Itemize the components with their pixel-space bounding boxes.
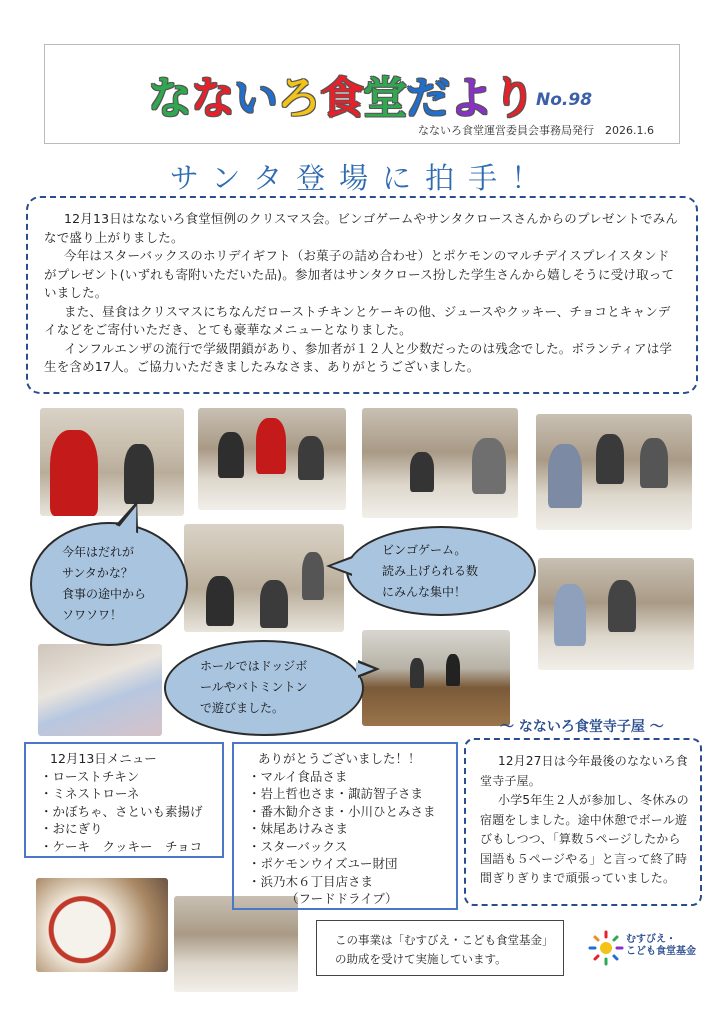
- menu-box: [24, 742, 224, 858]
- bubble-line: ホールではドッジボ: [200, 659, 308, 673]
- donor-item: ・スターバックス: [248, 838, 348, 854]
- menu-item: ・ローストチキン: [40, 768, 140, 784]
- terakoya-paragraph: 12月27日は今年最後のなないろ食堂寺子屋。: [480, 754, 688, 788]
- menu-item: ・おにぎり: [40, 821, 103, 836]
- menu-title: 12月13日メニュー: [50, 751, 157, 766]
- article-paragraph: 12月13日はなないろ食堂恒例のクリスマス会。ビンゴゲームやサンタクロースさんからのプレゼントでみんなで盛り上がりました。: [44, 211, 679, 245]
- child-figure: [206, 576, 234, 626]
- bubble-line: 読み上げられる数: [382, 564, 479, 578]
- child-figure: [218, 432, 244, 478]
- photo-dining-hall: [362, 408, 518, 518]
- donor-item: ・浜乃木６丁目店さま: [248, 873, 374, 889]
- bubble-line: ソワソワ！: [62, 608, 123, 622]
- fund-notice: [316, 920, 564, 976]
- thanks-title: ありがとうございました！！: [258, 751, 421, 766]
- santa-figure: [256, 418, 286, 474]
- bubble-line: にみんな集中！: [382, 585, 467, 599]
- bubble-line: ールやバトミントン: [200, 680, 308, 694]
- person-figure: [472, 438, 506, 494]
- bubble-line: ビンゴゲーム。: [382, 543, 467, 557]
- bubble-line: で遊びました。: [200, 701, 285, 715]
- menu-item: ・ミネストローネ: [40, 786, 140, 801]
- speech-bubble-bingo: [346, 526, 536, 616]
- fund-line: の助成を受けて実施しています。: [335, 952, 507, 966]
- donor-item: ・ポケモンウイズユー財団: [248, 856, 398, 871]
- speech-bubble-santa: [30, 522, 188, 646]
- terakoya-title: ～ なないろ食堂寺子屋 ～: [500, 719, 664, 735]
- photo-santa-presents: [40, 408, 184, 516]
- title-char: よ: [449, 73, 492, 124]
- donor-note: （フードドライブ）: [286, 891, 398, 906]
- title-char: り: [492, 73, 535, 124]
- article-paragraph: また、昼食はクリスマスにちなんだローストチキンとケーキの他、ジュースやクッキー、チョコとキャンデイなどをご寄付いただき、とても豪華なメニューとなりました。: [44, 303, 671, 337]
- bubble-line: 食事の途中から: [62, 587, 147, 601]
- musubie-logo-icon: [588, 928, 624, 968]
- photo-lunch-table: [538, 558, 694, 670]
- logo-line: むすびえ・: [626, 934, 676, 945]
- main-article: [26, 196, 698, 394]
- title-char: な: [148, 73, 191, 124]
- speech-bubble-hall: [164, 640, 364, 736]
- photo-bingo: [184, 524, 344, 632]
- terakoya-paragraph: 小学5年生２人が参加し、冬休みの宿題をしました。途中休憩でボール遊びもしつつ、「算数５ページしたから国語も５ページやる」と言って終了時間ぎりぎりまで頑張っていました。: [480, 793, 689, 885]
- title-char: 食: [320, 73, 363, 124]
- article-paragraph: 今年はスターバックスのホリデイギフト（お菓子の詰め合わせ）とポケモンのマルチデイスプレイスタンドがプレゼント(いずれも寄附いただいた品)。参加者はサンタクロース扮した学生さんから嬉しそうに受け取っていました。: [44, 248, 675, 300]
- issue-number: No.98: [536, 90, 593, 110]
- photo-christmas-meal: [36, 878, 168, 972]
- title-char: な: [191, 73, 234, 124]
- terakoya-article: [464, 738, 702, 906]
- title-char: だ: [406, 73, 449, 124]
- child-figure: [548, 444, 582, 508]
- logo-text: [626, 934, 696, 958]
- donor-item: ・マルイ食品さま: [248, 768, 348, 784]
- child-figure: [260, 580, 288, 628]
- photo-hall-games: [362, 630, 510, 726]
- child-figure: [608, 580, 636, 632]
- photo-pokemon-gifts: [38, 644, 162, 736]
- title-char: い: [234, 73, 277, 124]
- donor-item: ・妹尾あけみさま: [248, 821, 349, 836]
- publisher-line: なないろ食堂運営委員会事務局発行 2026.1.6: [418, 124, 654, 137]
- logo-line: こども食堂基金: [626, 946, 696, 957]
- title-char: 堂: [363, 73, 406, 124]
- newsletter-title: [148, 62, 535, 126]
- photo-children-eating: [536, 414, 692, 530]
- bubble-tail: [356, 662, 374, 676]
- child-figure: [410, 658, 424, 688]
- headline: サンタ登場に拍手！: [169, 161, 555, 195]
- donor-item: ・岩上哲也さま・諏訪智子さま: [248, 786, 424, 801]
- child-figure: [446, 654, 460, 686]
- child-figure: [640, 438, 668, 488]
- photo-meal-plates: [174, 896, 298, 992]
- person-figure: [302, 552, 324, 600]
- donor-item: ・番木勧介さま・小川ひとみさま: [248, 803, 436, 819]
- child-figure: [596, 434, 624, 484]
- menu-item: ・かぼちゃ、さといも素揚げ: [40, 803, 203, 819]
- photo-santa-table: [198, 408, 346, 510]
- bubble-tail: [331, 558, 353, 574]
- child-figure: [124, 444, 154, 504]
- child-figure: [298, 436, 324, 480]
- title-char: ろ: [277, 73, 320, 124]
- menu-item: ・ケーキ クッキー チョコ: [40, 838, 203, 854]
- child-figure: [554, 584, 586, 646]
- article-paragraph: インフルエンザの流行で学級閉鎖があり、参加者が１２人と少数だったのは残念でした。ボランティアは学生を含め17人。ご協力いただきましたみなさま、ありがとうございました。: [44, 340, 673, 374]
- thanks-box: [232, 742, 458, 910]
- santa-figure: [50, 430, 98, 516]
- bubble-line: サンタかな？: [62, 566, 133, 580]
- bubble-line: 今年はだれが: [62, 545, 135, 559]
- child-figure: [410, 452, 434, 492]
- fund-line: この事業は「むすびえ・こども食堂基金」: [335, 933, 554, 947]
